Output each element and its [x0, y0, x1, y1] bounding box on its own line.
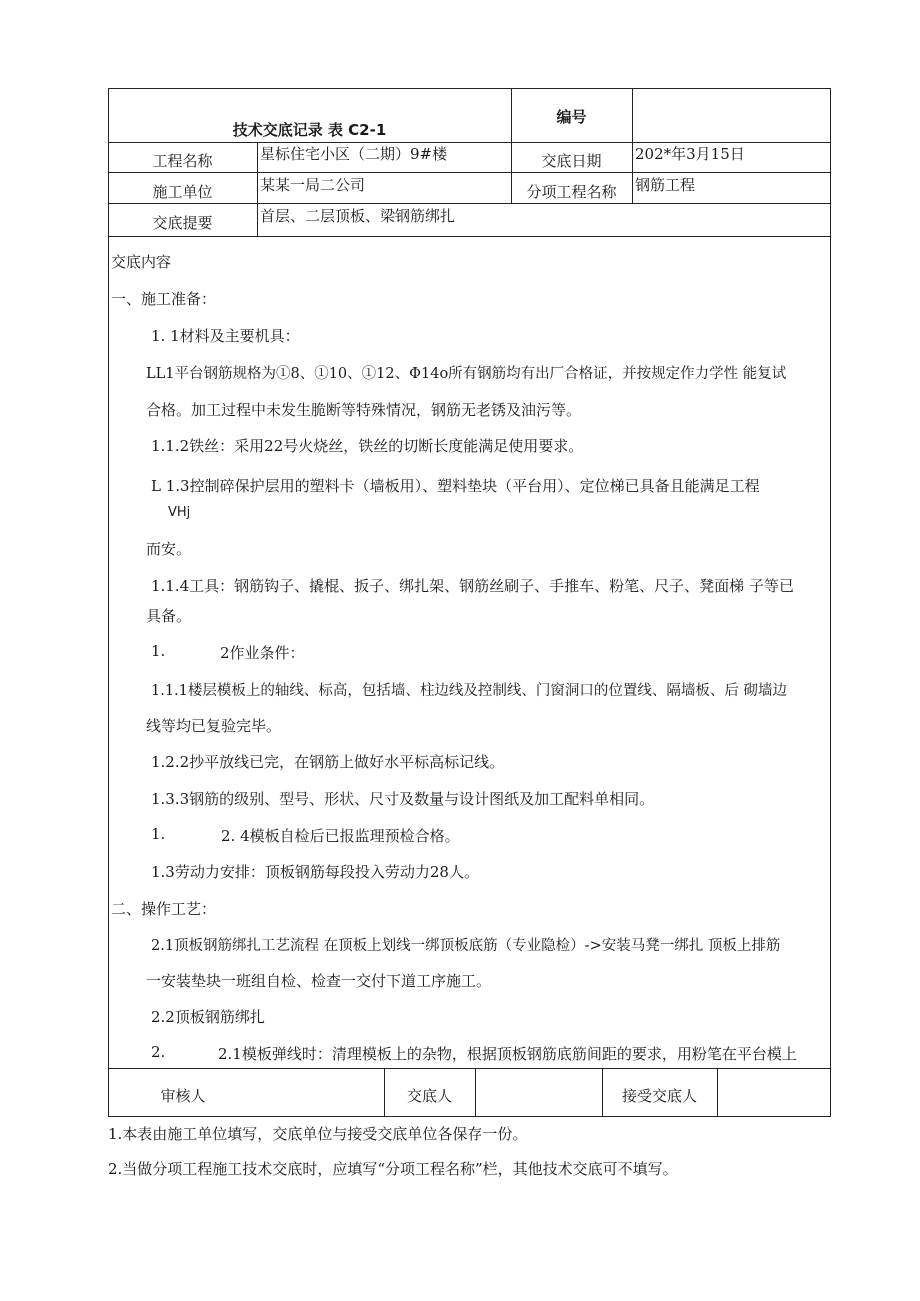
number-label: 编号	[556, 108, 587, 126]
subitem-value: 钢筋工程	[635, 176, 696, 194]
row-divider	[108, 236, 831, 237]
row-divider	[108, 1068, 831, 1069]
content-line: 一、施工准备：	[111, 290, 217, 308]
content-line: VHj	[168, 505, 191, 520]
content-line: 2.1顶板钢筋绑扎工艺流程 在顶板上划线一绑顶板底筋（专业隐检）->安装马凳一绑扎 顶板上排筋	[151, 938, 781, 954]
date-value: 202*年3月15日	[635, 145, 745, 163]
content-line: 2作业条件：	[220, 644, 305, 662]
row-divider	[108, 203, 831, 204]
content-line: 而安。	[146, 540, 192, 558]
reviewer-signature	[260, 1070, 382, 1115]
content-line: 2.1模板弹线时：清理模板上的杂物，根据顶板钢筋底筋间距的要求，用粉笔在平台模上	[218, 1045, 797, 1063]
content-line: 线等均已复验完毕。	[146, 717, 282, 735]
content-line: 1.	[151, 642, 166, 660]
content-line: 具备。	[146, 607, 192, 625]
contractor-label: 施工单位	[152, 183, 213, 201]
form-title: 技术交底记录 表 C2-1	[232, 121, 387, 139]
footnote: 1.本表由施工单位填写，交底单位与接受交底单位各保存一份。	[108, 1125, 528, 1143]
col-divider	[632, 88, 633, 142]
content-line: 1.2.2抄平放线已完，在钢筋上做好水平标高标记线。	[151, 753, 505, 771]
content-line: 合格。加工过程中未发生脆断等特殊情况，钢筋无老锈及油污等。	[146, 401, 582, 419]
content-line: 2. 4模板自检后已报监理预检合格。	[221, 827, 460, 845]
discloser-label: 交底人	[406, 1087, 452, 1105]
content-line: 一安装垫块一班组自检、检查一交付下道工序施工。	[146, 972, 492, 990]
receiver-signature	[719, 1070, 829, 1115]
col-divider	[475, 1068, 476, 1117]
content-line: 二、操作工艺：	[111, 900, 217, 918]
contractor-value: 某某一局二公司	[260, 176, 366, 194]
project-name-value: 星标住宅小区（二期）9#楼	[260, 145, 448, 163]
discloser-signature	[477, 1070, 600, 1115]
summary-label: 交底提要	[152, 214, 213, 232]
col-divider	[717, 1068, 718, 1117]
col-divider	[257, 142, 258, 236]
content-line: 1.3劳动力安排：顶板钢筋每段投入劳动力28人。	[151, 863, 479, 881]
content-line: L 1.3控制碎保护层用的塑料卡（墙板用）、塑料垫块（平台用）、定位梯已具备且能满足工程	[151, 477, 760, 495]
project-name-label: 工程名称	[152, 152, 213, 170]
content-line: 2.2顶板钢筋绑扎	[151, 1008, 265, 1026]
disclosure-form	[108, 88, 831, 1117]
receiver-label: 接受交底人	[621, 1087, 697, 1105]
content-line: 1.1.2铁丝：采用22号火烧丝，铁丝的切断长度能满足使用要求。	[151, 437, 584, 455]
content-line: LL1平台钢筋规格为①8、①10、①12、Φ14o所有钢筋均有出厂合格证，并按规定作力学性 能复试	[146, 366, 787, 382]
subitem-label: 分项工程名称	[526, 183, 617, 201]
content-line: 交底内容	[111, 253, 172, 271]
row-divider	[108, 172, 831, 173]
date-label: 交底日期	[541, 152, 602, 170]
content-line: 1. 1材料及主要机具：	[151, 327, 300, 345]
reviewer-label: 审核人	[160, 1087, 206, 1105]
content-line: 1.1.4工具：钢筋钩子、撬棍、扳子、绑扎架、钢筋丝刷子、手推车、粉笔、尺子、凳面梯 子等已	[151, 577, 794, 595]
content-line: 2.	[151, 1043, 166, 1061]
content-line: 1.3.3钢筋的级别、型号、形状、尺寸及数量与设计图纸及加工配料单相同。	[151, 790, 655, 808]
summary-value: 首层、二层顶板、梁钢筋绑扎	[260, 207, 456, 225]
col-divider	[632, 142, 633, 203]
content-line: 1.	[151, 825, 166, 843]
footnote: 2.当做分项工程施工技术交底时，应填写“分项工程名称”栏，其他技术交底可不填写。	[108, 1160, 678, 1178]
content-line: 1.1.1楼层模板上的轴线、标高，包括墙、柱边线及控制线、门窗洞口的位置线、隔墙板、后 砌墙边	[151, 683, 787, 699]
